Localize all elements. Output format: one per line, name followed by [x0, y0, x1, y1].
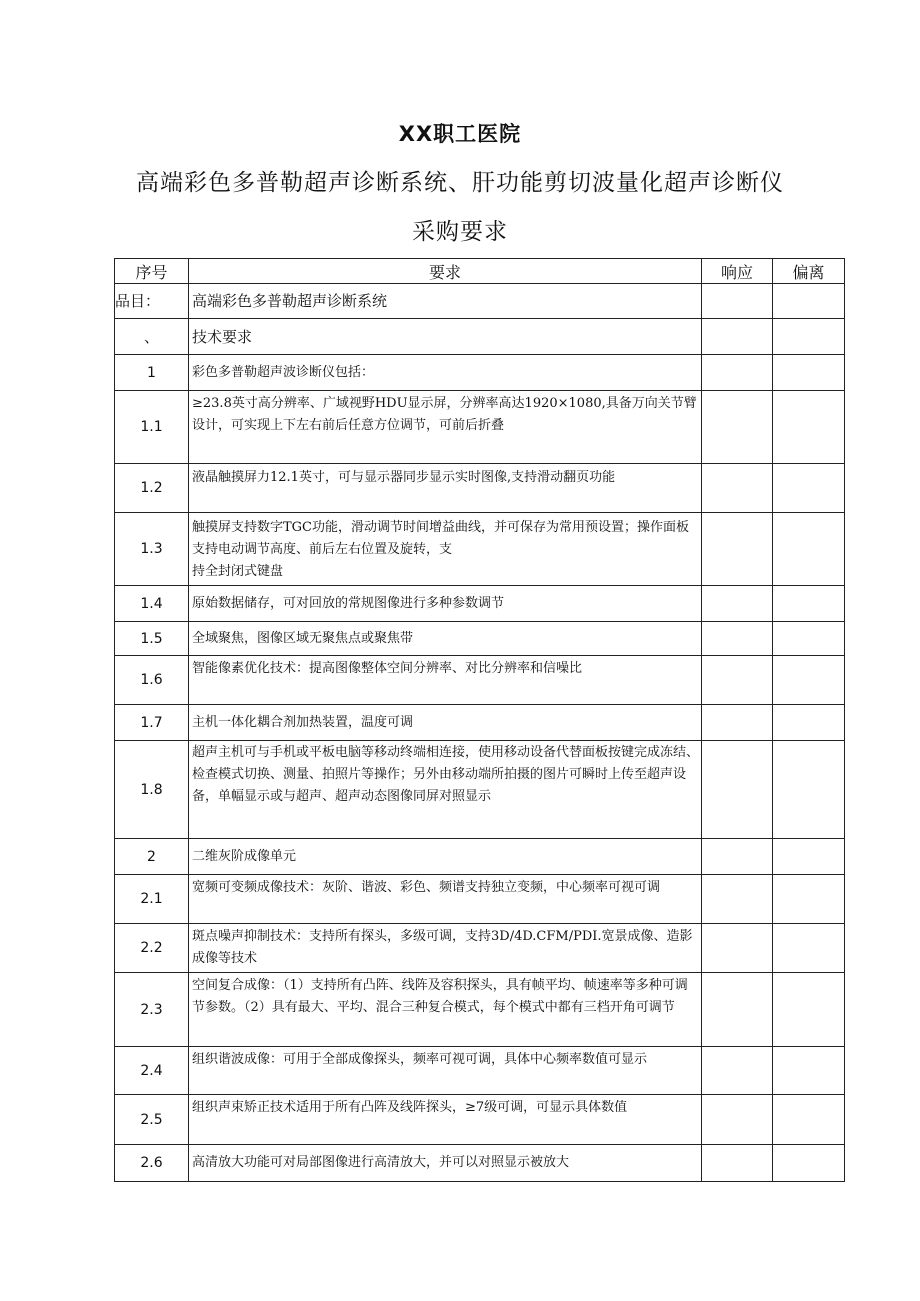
row-requirement: 空间复合成像：（1）支持所有凸阵、线阵及容积探头，具有帧平均、帧速率等多种可调节参数。（2）具有最大、平均、混合三种复合模式，每个模式中都有三档开角可调节: [189, 973, 702, 1047]
row-no: 2.1: [115, 875, 189, 924]
response-cell[interactable]: [702, 622, 773, 656]
table-row: [115, 924, 845, 973]
table-row: [115, 586, 845, 622]
deviation-cell[interactable]: [773, 1047, 845, 1095]
item-label: 品目：: [115, 284, 189, 319]
response-cell[interactable]: [702, 586, 773, 622]
response-cell[interactable]: [702, 513, 773, 586]
table-row: [115, 355, 845, 391]
row-requirement: 超声主机可与手机或平板电脑等移动终端相连接，使用移动设备代替面板按键完成冻结、检查模式切换、测量、拍照片等操作；另外由移动端所拍摄的图片可瞬时上传至超声设备，单幅显示或与超声、超声动态图像同屏对照显示: [189, 741, 702, 839]
response-cell[interactable]: [702, 319, 773, 355]
row-requirement: 高清放大功能可对局部图像进行高清放大，并可以对照显示被放大: [189, 1145, 702, 1182]
row-requirement: 二维灰阶成像单元: [189, 839, 702, 875]
item-row: [115, 284, 845, 319]
deviation-cell[interactable]: [773, 586, 845, 622]
deviation-cell[interactable]: [773, 284, 845, 319]
deviation-cell[interactable]: [773, 319, 845, 355]
col-header-requirement: 要求: [189, 259, 702, 284]
deviation-cell[interactable]: [773, 355, 845, 391]
table-row: [115, 705, 845, 741]
table-header-row: [115, 259, 845, 284]
row-requirement: 斑点噪声抑制技术：支持所有探头，多级可调，支持3D/4D.CFM/PDI.宽景成像、造影成像等技术: [189, 924, 702, 973]
row-no: 1.8: [115, 741, 189, 839]
deviation-cell[interactable]: [773, 1095, 845, 1145]
table-row: [115, 513, 845, 586]
table-row: [115, 741, 845, 839]
table-row: [115, 656, 845, 705]
tech-section-row: [115, 319, 845, 355]
row-no: 1.1: [115, 391, 189, 464]
item-value: 高端彩色多普勒超声诊断系统: [189, 284, 702, 319]
col-header-response: 响应: [702, 259, 773, 284]
response-cell[interactable]: [702, 741, 773, 839]
row-no: 1.7: [115, 705, 189, 741]
deviation-cell[interactable]: [773, 656, 845, 705]
row-requirement-line: 持全封闭式键盘: [192, 564, 284, 579]
deviation-cell[interactable]: [773, 391, 845, 464]
row-no: 2.6: [115, 1145, 189, 1182]
response-cell[interactable]: [702, 656, 773, 705]
table-row: [115, 875, 845, 924]
row-no: 2.4: [115, 1047, 189, 1095]
row-requirement: 主机一体化耦合剂加热装置，温度可调: [189, 705, 702, 741]
response-cell[interactable]: [702, 1047, 773, 1095]
table-row: [115, 1047, 845, 1095]
deviation-cell[interactable]: [773, 622, 845, 656]
row-requirement: 组织声束矫正技术适用于所有凸阵及线阵探头，≥7级可调，可显示具体数值: [189, 1095, 702, 1145]
response-cell[interactable]: [702, 839, 773, 875]
response-cell[interactable]: [702, 1095, 773, 1145]
response-cell[interactable]: [702, 705, 773, 741]
hospital-name: XX职工医院: [398, 122, 522, 146]
response-cell[interactable]: [702, 284, 773, 319]
deviation-cell[interactable]: [773, 1145, 845, 1182]
row-requirement: 彩色多普勒超声波诊断仪包括：: [189, 355, 702, 391]
row-no: 1.6: [115, 656, 189, 705]
section-no: 、: [115, 319, 189, 355]
response-cell[interactable]: [702, 924, 773, 973]
response-cell[interactable]: [702, 464, 773, 513]
row-requirement: 组织谐波成像：可用于全部成像探头，频率可视可调，具体中心频率数值可显示: [189, 1047, 702, 1095]
table-row: [115, 391, 845, 464]
document-title: 高端彩色多普勒超声诊断系统、肝功能剪切波量化超声诊断仪: [136, 170, 784, 196]
row-no: 1.3: [115, 513, 189, 586]
row-requirement: 液晶触摸屏力12.1英寸，可与显示器同步显示实时图像,支持滑动翻页功能: [189, 464, 702, 513]
row-requirement: 全域聚焦，图像区域无聚焦点或聚焦带: [189, 622, 702, 656]
table-row: [115, 622, 845, 656]
col-header-no: 序号: [115, 259, 189, 284]
response-cell[interactable]: [702, 875, 773, 924]
response-cell[interactable]: [702, 1145, 773, 1182]
table-row: [115, 839, 845, 875]
row-requirement-line: 触摸屏支持数字TGC功能，滑动调节时间增益曲线，并可保存为常用预设置；操作面板支持电动调节高度、前后左右位置及旋转，支: [192, 520, 690, 557]
row-requirement: 原始数据储存，可对回放的常规图像进行多种参数调节: [189, 586, 702, 622]
row-requirement: 宽频可变频成像技术：灰阶、谐波、彩色、频谱支持独立变频，中心频率可视可调: [189, 875, 702, 924]
deviation-cell[interactable]: [773, 513, 845, 586]
row-requirement: [189, 513, 702, 586]
deviation-cell[interactable]: [773, 839, 845, 875]
row-no: 2.5: [115, 1095, 189, 1145]
response-cell[interactable]: [702, 355, 773, 391]
requirements-table: [114, 258, 845, 1182]
row-no: 2.2: [115, 924, 189, 973]
row-requirement: 智能像素优化技术：提高图像整体空间分辨率、对比分辨率和信噪比: [189, 656, 702, 705]
row-no: 2: [115, 839, 189, 875]
col-header-deviation: 偏离: [773, 259, 845, 284]
deviation-cell[interactable]: [773, 464, 845, 513]
deviation-cell[interactable]: [773, 705, 845, 741]
section-label: 技术要求: [189, 319, 702, 355]
table-row: [115, 1095, 845, 1145]
row-no: 2.3: [115, 973, 189, 1047]
deviation-cell[interactable]: [773, 924, 845, 973]
row-requirement: ≥23.8英寸高分辨率、广域视野HDU显示屏，分辨率高达1920×1080,具备万向关节臂设计，可实现上下左右前后任意方位调节，可前后折叠: [189, 391, 702, 464]
deviation-cell[interactable]: [773, 875, 845, 924]
row-no: 1.5: [115, 622, 189, 656]
table-row: [115, 464, 845, 513]
deviation-cell[interactable]: [773, 973, 845, 1047]
row-no: 1.2: [115, 464, 189, 513]
table-row: [115, 973, 845, 1047]
document-subtitle: 采购要求: [412, 219, 508, 245]
response-cell[interactable]: [702, 391, 773, 464]
table-row: [115, 1145, 845, 1182]
row-no: 1.4: [115, 586, 189, 622]
response-cell[interactable]: [702, 973, 773, 1047]
row-no: 1: [115, 355, 189, 391]
deviation-cell[interactable]: [773, 741, 845, 839]
